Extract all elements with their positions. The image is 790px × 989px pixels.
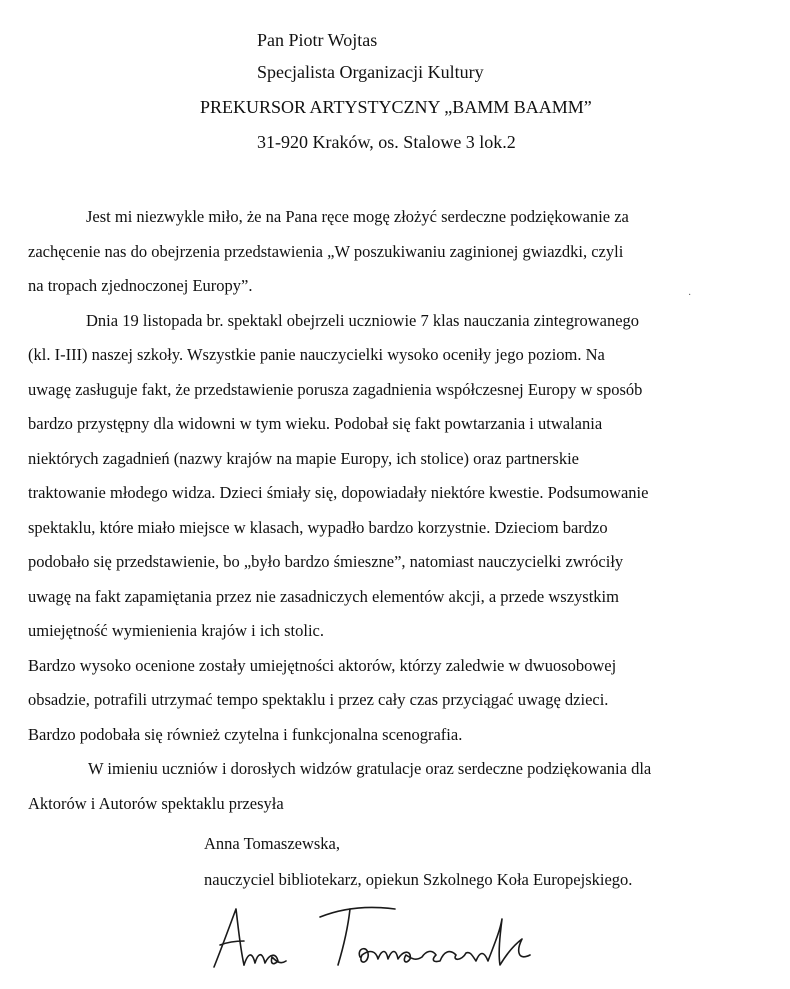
- body-line: podobało się przedstawienie, bo „było bardzo śmieszne”, natomiast nauczycielki zwróciły: [28, 552, 624, 571]
- body-line: Aktorów i Autorów spektaklu przesyła: [28, 793, 284, 813]
- body-line: Bardzo podobała się również czytelna i funkcjonalna scenografia.: [28, 724, 463, 744]
- sender-role: nauczyciel bibliotekarz, opiekun Szkolnego Koła Europejskiego.: [204, 870, 633, 889]
- sender-name: Anna Tomaszewska,: [204, 834, 341, 853]
- body-line: uwagę zasługuje fakt, że przedstawienie porusza zagadnienia współczesnej Europy w sposób: [28, 379, 643, 399]
- organization-name: PREKURSOR ARTYSTYCZNY „BAMM BAAMM”: [200, 97, 592, 117]
- body-line: umiejętność wymienienia krajów i ich stolic.: [28, 621, 325, 640]
- body-line: W imieniu uczniów i dorosłych widzów gratulacje oraz serdeczne podziękowania dla: [88, 759, 652, 778]
- body-line: spektaklu, które miało miejsce w klasach, wypadło bardzo korzystnie. Dzieciom bardzo: [28, 517, 608, 537]
- body-line: na tropach zjednoczonej Europy”.: [28, 276, 253, 295]
- body-line: bardzo przystępny dla widowni w tym wieku. Podobał się fakt powtarzania i utwalania: [28, 414, 603, 433]
- stray-mark: ·: [688, 290, 692, 301]
- body-line: (kl. I-III) naszej szkoły. Wszystkie panie nauczycielki wysoko oceniły jego poziom. Na: [28, 345, 605, 364]
- sender-block: [204, 826, 632, 898]
- body-line: traktowanie młodego widza. Dzieci śmiały się, dopowiadały niektóre kwestie. Podsumowanie: [28, 483, 649, 502]
- recipient-name: Pan Piotr Wojtas: [257, 30, 378, 50]
- body-line: zachęcenie nas do obejrzenia przedstawienia „W poszukiwaniu zaginionej gwiazdki, czyli: [28, 241, 624, 261]
- body-line: uwagę na fakt zapamiętania przez nie zasadniczych elementów akcji, a przede wszystkim: [28, 586, 619, 606]
- letter-body: [28, 200, 773, 821]
- handwritten-signature: [200, 895, 560, 980]
- body-line: niektórych zagadnień (nazwy krajów na mapie Europy, ich stolice) oraz partnerskie: [28, 448, 579, 468]
- recipient-title: Specjalista Organizacji Kultury: [257, 62, 484, 82]
- body-line: Bardzo wysoko ocenione zostały umiejętności aktorów, którzy zaledwie w dwuosobowej: [28, 655, 617, 675]
- body-line: obsadzie, potrafili utrzymać tempo spektaklu i przez cały czas przyciągać uwagę dzieci.: [28, 690, 609, 709]
- recipient-address: 31-920 Kraków, os. Stalowe 3 lok.2: [257, 132, 516, 152]
- body-line: Jest mi niezwykle miło, że na Pana ręce mogę złożyć serdeczne podziękowanie za: [86, 207, 629, 226]
- body-line: Dnia 19 listopada br. spektakl obejrzeli uczniowie 7 klas nauczania zintegrowanego: [86, 310, 640, 330]
